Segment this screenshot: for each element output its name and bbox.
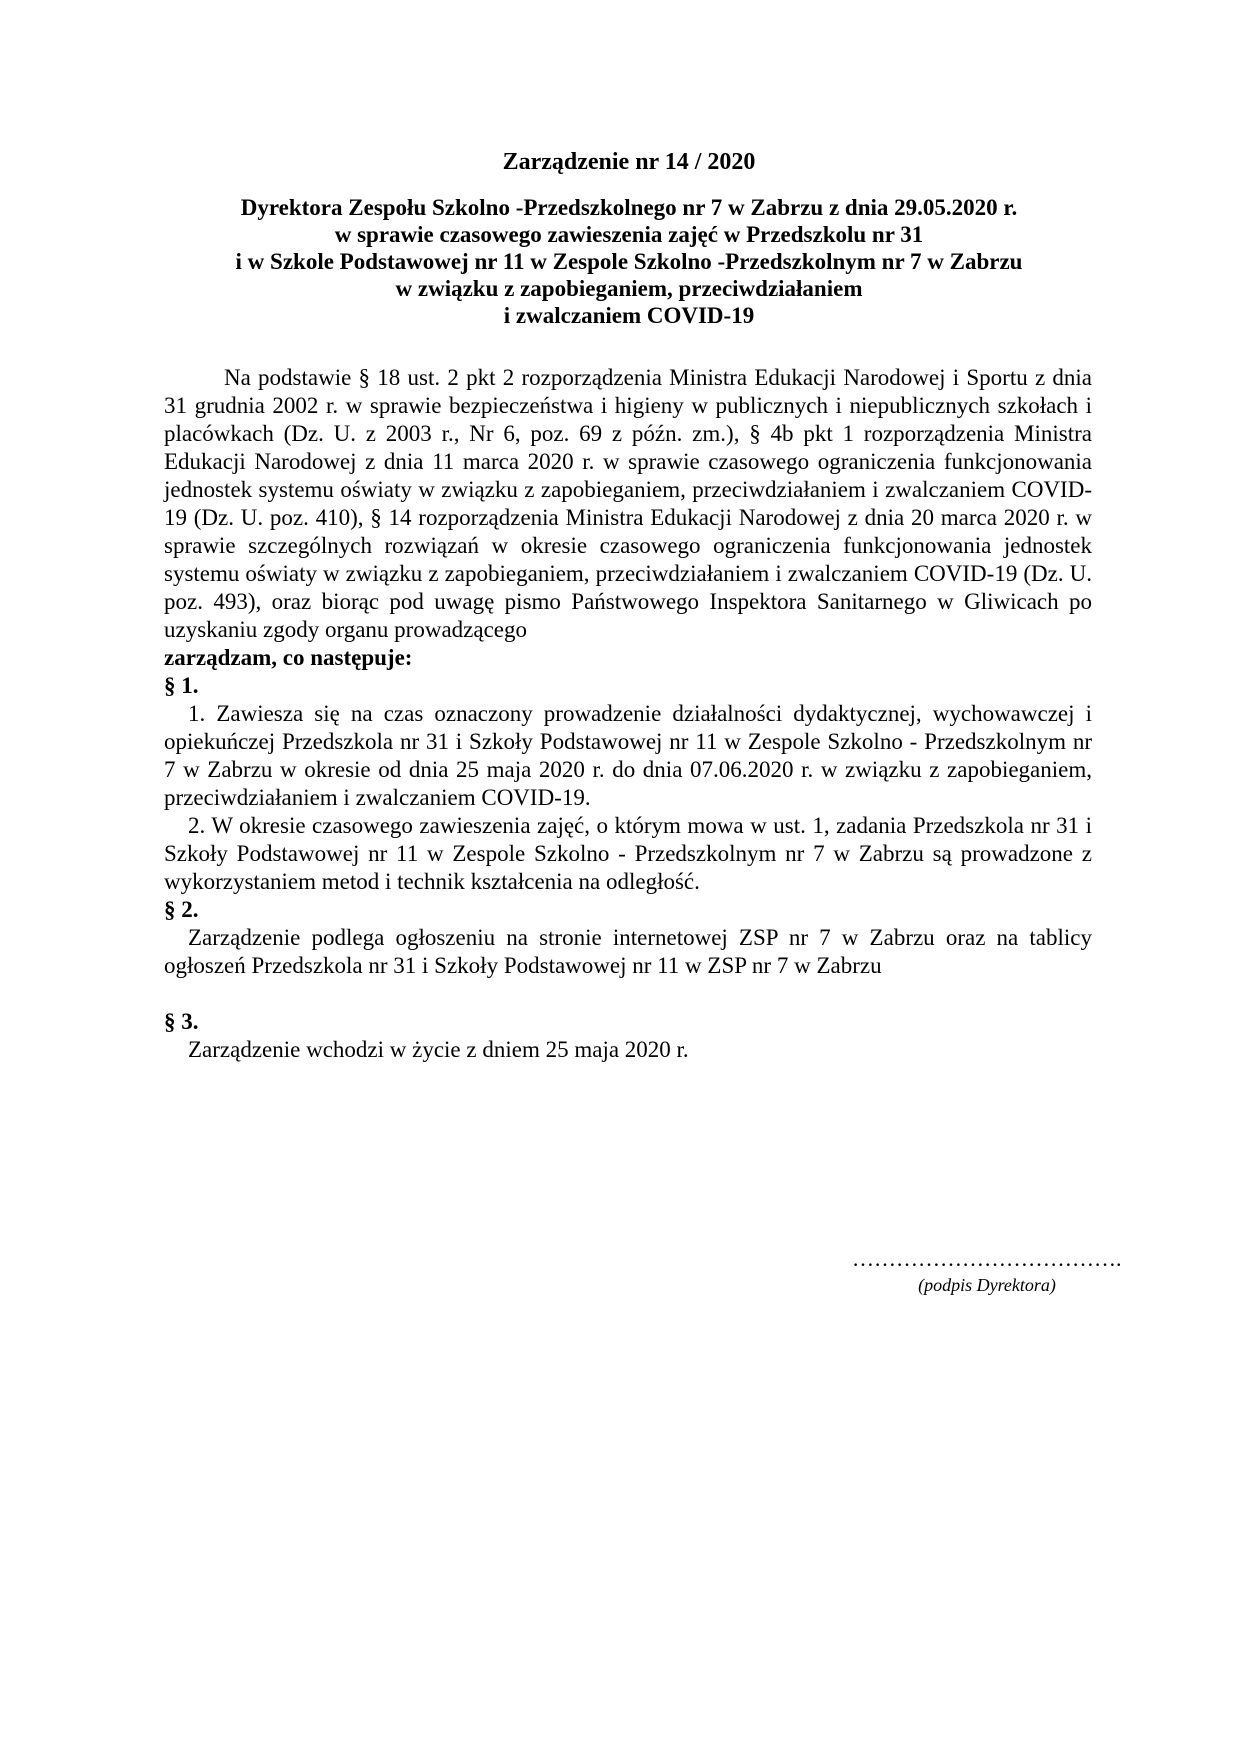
spacer xyxy=(164,980,1092,1008)
signature-line: ………………………………. xyxy=(852,1246,1122,1271)
subtitle-line: i zwalczaniem COVID-19 xyxy=(503,303,755,328)
section-3-text: Zarządzenie wchodzi w życie z dniem 25 maja 2020 r. xyxy=(188,1037,689,1062)
document-body xyxy=(164,364,1092,1064)
subtitle-line: w związku z zapobieganiem, przeciwdziałaniem xyxy=(395,276,863,301)
subtitle-line: Dyrektora Zespołu Szkolno -Przedszkolnego nr 7 w Zabrzu z dnia 29.05.2020 r. xyxy=(240,195,1018,220)
section-3-heading: § 3. xyxy=(164,1009,199,1034)
signature-label: (podpis Dyrektora) xyxy=(918,1275,1056,1295)
decree-heading: zarządzam, co następuje: xyxy=(164,645,413,670)
section-1-item-2: 2. W okresie czasowego zawieszenia zajęć, o którym mowa w ust. 1, zadania Przedszkola nr 31 i Szkoły Podstawowej nr 11 w Zespole Szkolno - Przedszkolnym nr 7 w Zabrzu są prowadzone z wykorzystaniem metod i technik kształcenia na odległość. xyxy=(164,813,1092,894)
document-title: Zarządzenie nr 14 / 2020 xyxy=(502,149,756,175)
subtitle-line: i w Szkole Podstawowej nr 11 w Zespole Szkolno -Przedszkolnym nr 7 w Zabrzu xyxy=(235,249,1023,274)
subtitle-line: w sprawie czasowego zawieszenia zajęć w Przedszkolu nr 31 xyxy=(334,222,924,247)
section-2-heading: § 2. xyxy=(164,897,199,922)
section-1-item-1: 1. Zawiesza się na czas oznaczony prowadzenie działalności dydaktycznej, wychowawczej i opiekuńczej Przedszkola nr 31 i Szkoły Podstawowej nr 11 w Zespole Szkolno - Przedszkolnym nr 7 w Zabrzu w okresie od dnia 25 maja 2020 r. do dnia 07.06.2020 r. w związku z zapobieganiem, przeciwdziałaniem i zwalczaniem COVID-19. xyxy=(164,701,1092,810)
section-2-text: Zarządzenie podlega ogłoszeniu na stronie internetowej ZSP nr 7 w Zabrzu oraz na tablicy ogłoszeń Przedszkola nr 31 i Szkoły Podstawowej nr 11 w ZSP nr 7 w Zabrzu xyxy=(164,925,1092,978)
preamble-paragraph: Na podstawie § 18 ust. 2 pkt 2 rozporządzenia Ministra Edukacji Narodowej i Sportu z dnia 31 grudnia 2002 r. w sprawie bezpieczeństwa i higieny w publicznych i niepublicznych szkołach i placówkach (Dz. U. z 2003 r., Nr 6, poz. 69 z późn. zm.), § 4b pkt 1 rozporządzenia Ministra Edukacji Narodowej z dnia 11 marca 2020 r. w sprawie czasowego ograniczenia funkcjonowania jednostek systemu oświaty w związku z zapobieganiem, przeciwdziałaniem i zwalczaniem COVID-19 (Dz. U. poz. 410), § 14 rozporządzenia Ministra Edukacji Narodowej z dnia 20 marca 2020 r. w sprawie szczególnych rozwiązań w okresie czasowego ograniczenia funkcjonowania jednostek systemu oświaty w związku z zapobieganiem, przeciwdziałaniem i zwalczaniem COVID-19 (Dz. U. poz. 493), oraz biorąc pod uwagę pismo Państwowego Inspektora Sanitarnego w Gliwicach po uzyskaniu zgody organu prowadzącego xyxy=(164,365,1092,642)
section-1-heading: § 1. xyxy=(164,673,199,698)
document-subtitle xyxy=(0,194,1240,329)
signature-block xyxy=(852,1246,1122,1298)
